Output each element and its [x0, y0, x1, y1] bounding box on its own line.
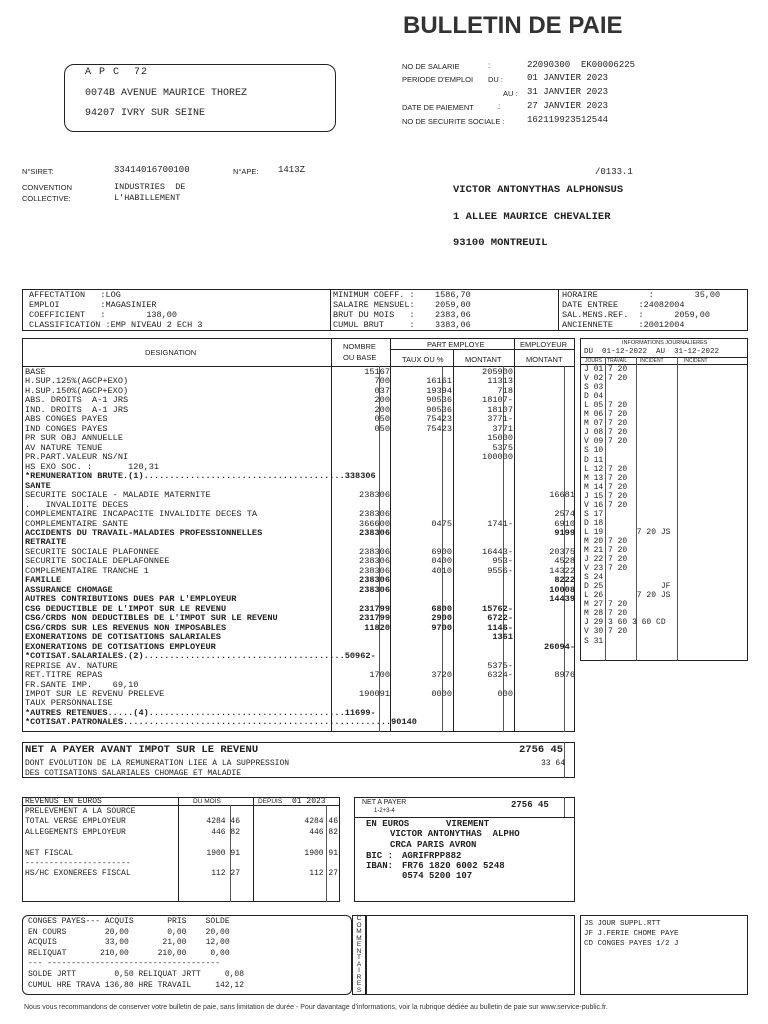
calendar-day: M 27 7 20: [584, 600, 628, 610]
row-designation: COMPLEMENTAIRE INCAPACITE INVALIDITE DECES TA: [25, 509, 258, 520]
commentaires-label: C O M M E N T A I R E S: [356, 915, 362, 994]
net-note-1: DONT EVOLUTION DE LA REMUNERATION LIEE A LA SUPPRESSION: [25, 759, 290, 768]
employee-address: 1 ALLEE MAURICE CHEVALIER: [453, 211, 611, 223]
ape-label: N°APE:: [233, 167, 259, 176]
summary-du-mois-value: 112 27: [211, 869, 240, 879]
col-designation: DESIGNATION: [145, 348, 197, 357]
calendar-day: V 30 7 20: [584, 627, 628, 637]
row-montant-employeur: 8222: [554, 575, 575, 586]
calendar-day: J 01 7 20: [584, 365, 628, 374]
row-base: 238306: [359, 575, 390, 586]
row-designation: IND CONGES PAYES: [25, 423, 108, 434]
summary-label: ----------------------: [25, 859, 131, 868]
calendar-day: M 06 7 20: [584, 410, 628, 420]
iban-label: IBAN:: [366, 861, 394, 871]
info-line: CUMUL BRUT : 3383,06: [333, 320, 471, 330]
summary-du-mois-value: 4284 46: [206, 817, 240, 827]
conges-line: CUMUL HRE TRAVA 136,80 HRE TRAVAIL 142,12: [28, 980, 245, 990]
calendar-day: L 26 7 20 JS: [584, 591, 671, 601]
net-note-value: 33 64: [541, 759, 566, 768]
iban: FR76 1820 6002 5248: [402, 861, 505, 871]
row-designation: *REMUNERATION BRUTE.(1).......................................338306: [25, 471, 376, 482]
calendar-day: D 04: [584, 392, 604, 402]
row-taux: 90536: [426, 395, 452, 406]
row-montant-employeur: 14322: [549, 565, 575, 576]
calendar-day: S 03: [584, 383, 604, 393]
row-taux: 75423: [426, 414, 452, 425]
summary-header: REVENUS EN EUROS: [25, 797, 102, 806]
row-montant-employe: 1146-: [487, 622, 513, 633]
row-base: 238306: [359, 527, 390, 538]
row-taux: 6900: [431, 546, 452, 557]
row-taux: 3720: [431, 670, 452, 681]
col-montant-employe: MONTANT: [465, 355, 502, 364]
row-designation: ACCIDENTS DU TRAVAIL-MALADIES PROFESSIONNELLES: [25, 527, 263, 538]
payment-bank: CRCA PARIS AVRON: [390, 840, 477, 850]
row-designation: CSG/CRDS NON DEDUCTIBLES DE L'IMPOT SUR LE REVENU: [25, 613, 278, 624]
info-line: HORAIRE : 35,00: [562, 290, 721, 300]
row-taux: 90536: [426, 404, 452, 415]
secu-number: 162119923512544: [527, 115, 609, 125]
row-montant-employe: 5375: [492, 442, 513, 453]
ape: 1413Z: [278, 165, 306, 175]
row-designation: PR.PART.VALEUR NS/NI: [25, 452, 129, 463]
periode-au: 31 JANVIER 2023: [527, 87, 609, 97]
row-base: 238306: [359, 565, 390, 576]
calendar-day: V 02 7 20: [584, 374, 628, 384]
cal-col-jours: JOURS: [585, 358, 602, 364]
row-base: 200: [374, 395, 390, 406]
row-designation: IND. DROITS A-1 JRS: [25, 404, 129, 415]
net-note-2: DES COTISATIONS SALARIALES CHOMAGE ET MALADIE: [25, 769, 242, 778]
row-montant-employeur: 8976: [554, 670, 575, 681]
summary-label: TOTAL VERSE EMPLOYEUR: [25, 817, 126, 827]
payment-sub: 1-2+3-4: [374, 808, 395, 814]
col-ou-base: OU BASE: [343, 353, 377, 362]
row-montant-employeur: 9199: [554, 527, 575, 538]
row-designation: CSG/CRDS SUR LES REVENUS NON IMPOSABLES: [25, 622, 227, 633]
conges-line: ACQUIS 33,00 21,00 12,00: [28, 938, 230, 948]
calendar-day: L 05 7 20: [584, 401, 628, 411]
date-paiement-label: DATE DE PAIEMENT: [402, 103, 474, 112]
table-row: [0, 567, 580, 576]
calendar-day: M 20 7 20: [584, 536, 628, 546]
summary-du-mois: DU MOIS: [193, 798, 221, 805]
row-designation: *COTISAT.PATRONALES....................................................90140: [25, 717, 417, 728]
row-designation: HS EXO SOC. : 120,31: [25, 461, 160, 472]
row-base: 238306: [359, 509, 390, 520]
row-base: 238306: [359, 556, 390, 567]
row-designation: RET.TITRE REPAS: [25, 670, 103, 681]
payment-net-label: NET A PAYER: [362, 799, 407, 806]
row-base: 366600: [359, 518, 390, 529]
row-base: 11820: [364, 622, 390, 633]
col-taux: TAUX OU %: [402, 355, 444, 364]
cal-col-travail: TRAVAIL: [607, 358, 628, 364]
no-salarie-label: NO DE SALARIE: [402, 62, 460, 71]
row-montant-employeur: 16681: [549, 490, 575, 501]
row-designation: FAMILLE: [25, 575, 62, 586]
row-taux: 6800: [431, 603, 452, 614]
summary-du-mois-value: 446 82: [211, 827, 240, 837]
page-title: BULLETIN DE PAIE: [403, 12, 623, 39]
row-designation: SANTE: [25, 480, 51, 491]
employer-city: 94207 IVRY SUR SEINE: [85, 108, 206, 119]
calendar-day: V 23 7 20: [584, 564, 628, 574]
calendar-day: V 09 7 20: [584, 437, 628, 447]
row-montant-employe: 1361: [492, 632, 513, 643]
row-designation: ABS. DROITS A-1 JRS: [25, 395, 129, 406]
row-montant-employe: 15762-: [482, 603, 513, 614]
row-taux: 19394: [426, 385, 452, 396]
payment-amount: 2756 45: [511, 800, 549, 810]
row-base: 231799: [359, 603, 390, 614]
row-montant-employeur: 14439: [549, 594, 575, 605]
row-designation: COMPLEMENTAIRE TRANCHE 1: [25, 565, 149, 576]
calendar-day: S 24: [584, 573, 604, 583]
info-line: COEFFICIENT : 138,00: [29, 310, 177, 320]
info-line: BRUT DU MOIS : 2383,06: [333, 310, 471, 320]
no-salarie: 22090300 EK00006225: [527, 60, 636, 70]
row-designation: SECURITE SOCIALE - MALADIE MATERNITE: [25, 490, 211, 501]
summary-depuis: DEPUIS: [258, 798, 283, 805]
info-line: DATE ENTREE :24082004: [562, 300, 685, 310]
summary-du-mois-value: 1900 91: [206, 848, 240, 858]
row-base: 190091: [359, 688, 390, 699]
row-montant-employe: 953-: [492, 556, 513, 567]
conges-line: --- ------------------------------------: [28, 959, 221, 969]
row-designation: ABS CONGES PAYES: [25, 414, 108, 425]
calendar-title: INFORMATIONS JOURNALIERES: [622, 340, 708, 346]
row-montant-employe: 100000: [482, 452, 513, 463]
summary-depuis-value: 446 82: [309, 827, 338, 837]
row-designation: *AUTRES RETENUES.....(4)......................................11699-: [25, 707, 376, 718]
cal-col-incident-2: INCIDENT: [684, 358, 708, 364]
row-montant-employeur: 4528: [554, 556, 575, 567]
row-designation: RETRAITE: [25, 537, 67, 548]
col-part-employe: PART EMPLOYE: [427, 340, 485, 349]
table-row: [0, 472, 580, 481]
row-designation: PR SUR OBJ ANNUELLE: [25, 433, 123, 444]
row-montant-employe: 16443-: [482, 546, 513, 557]
row-designation: REPRISE AV. NATURE: [25, 660, 118, 671]
row-taux: 4010: [431, 565, 452, 576]
row-base: 050: [374, 414, 390, 425]
calendar-day: D 11: [584, 455, 604, 465]
row-montant-employe: 1741-: [487, 518, 513, 529]
calendar-day: M 28 7 20: [584, 609, 628, 619]
row-designation: ASSURANCE CHOMAGE: [25, 584, 113, 595]
info-line: SALAIRE MENSUEL: 2059,00: [333, 300, 471, 310]
conges-line: CONGES PAYES--- ACQUIS PRIS SOLDE: [28, 917, 230, 926]
row-montant-employe: 9556-: [487, 565, 513, 576]
periode-du: 01 JANVIER 2023: [527, 73, 609, 83]
calendar-day: J 08 7 20: [584, 428, 628, 438]
employee-name: VICTOR ANTONYTHAS ALPHONSUS: [453, 184, 624, 196]
row-base: 700: [374, 376, 390, 387]
info-line: EMPLOI :MAGASINIER: [29, 300, 157, 310]
row-designation: EXONERATIONS DE COTISATIONS SALARIALES: [25, 632, 221, 643]
bic: AGRIFRPP882: [402, 851, 462, 861]
calendar-day: S 10: [584, 446, 604, 456]
employee-ref: /0133.1: [595, 167, 633, 177]
row-taux: 9700: [431, 622, 452, 633]
summary-label: PRELEVEMENT A LA SOURCE: [25, 807, 136, 816]
row-montant-employe: 18107: [487, 404, 513, 415]
convention-2: L'HABILLEMENT: [114, 193, 181, 203]
row-designation: IMPOT SUR LE REVENU PRELEVE: [25, 688, 165, 699]
summary-depuis-value: 112 27: [309, 869, 338, 879]
calendar-day: J 22 7 20: [584, 555, 628, 565]
net-label: NET A PAYER AVANT IMPOT SUR LE REVENU: [25, 744, 259, 756]
summary-label: HS/HC EXONEREES FISCAL: [25, 869, 131, 879]
row-montant-employeur: 20375: [549, 546, 575, 557]
info-line: SAL.MENS.REF. : 2059,00: [562, 310, 710, 320]
row-base: 238306: [359, 490, 390, 501]
col-nombre: NOMBRE: [343, 342, 376, 351]
iban-2: 0574 5200 107: [402, 871, 473, 881]
info-line: MINIMUM COEFF. : 1586,70: [333, 290, 471, 300]
conges-line: RELIQUAT 210,00 210,00 0,00: [28, 948, 230, 958]
secu-label: NO DE SECURITE SOCIALE :: [402, 117, 505, 126]
row-base: 238306: [359, 546, 390, 557]
row-montant-employe: 3771-: [487, 414, 513, 425]
calendar-range: DU 01-12-2022 AU 31-12-2022: [584, 348, 720, 356]
row-designation: SECURITE SOCIALE DEPLAFONNEE: [25, 556, 170, 567]
employee-city: 93100 MONTREUIL: [453, 237, 548, 249]
calendar-day: D 25 JF: [584, 582, 671, 592]
row-montant-employe: 718: [497, 385, 513, 396]
row-montant-employe: 205900: [482, 367, 513, 377]
row-taux: 0475: [431, 518, 452, 529]
summary-depuis-date: 01 2023: [292, 797, 326, 806]
row-base: 15167: [364, 367, 390, 377]
siret: 33414016700100: [114, 165, 190, 175]
row-montant-employe: 11313: [487, 376, 513, 387]
row-designation: H.SUP.125%(AGCP+EXO): [25, 376, 129, 387]
calendar-day: S 17: [584, 509, 604, 519]
footer-note: Nous vous recommandons de conserver votre bulletin de paie, sans limitation de durée - Pour davantage d'informations, voir la rubrique dédiée au bulletin de paie sur www.service-public.fr.: [24, 1004, 608, 1011]
row-designation: COMPLEMENTAIRE SANTE: [25, 518, 129, 529]
date-paiement-sep: :: [498, 102, 501, 111]
calendar-day: M 14 7 20: [584, 482, 628, 492]
calendar-day: J 29 3 60 3 60 CD: [584, 618, 666, 628]
row-base: 050: [374, 423, 390, 434]
calendar-day: M 13 7 20: [584, 473, 628, 483]
table-row: [0, 671, 580, 680]
row-designation: FR.SANTE IMP. 69,10: [25, 679, 139, 690]
conges-line: EN COURS 20,00 0,00 20,00: [28, 927, 230, 937]
du-label: DU :: [488, 75, 503, 84]
legend-line: CD CONGES PAYES 1/2 J: [584, 940, 679, 948]
info-line: CLASSIFICATION :EMP NIVEAU 2 ECH 3: [29, 320, 203, 330]
summary-depuis-value: 1900 91: [304, 848, 338, 858]
row-montant-employe: 5375-: [487, 660, 513, 671]
periode-label: PERIODE D'EMPLOI: [402, 75, 474, 84]
row-designation: TAUX PERSONNALISE: [25, 698, 113, 709]
employer-name: A P C 72: [85, 67, 149, 78]
row-designation: BASE: [25, 367, 46, 377]
row-base: 238306: [359, 584, 390, 595]
info-line: AFFECTATION :LOG: [29, 290, 121, 300]
no-salarie-sep: :: [488, 61, 491, 70]
legend-line: JS JOUR SUPPL.RTT: [584, 920, 661, 928]
row-taux: 16161: [426, 376, 452, 387]
row-taux: 0400: [431, 556, 452, 567]
convention-label-2: COLLECTIVE:: [22, 194, 71, 203]
row-designation: . INVALIDITE DECES: [25, 499, 129, 510]
calendar-day: D 18: [584, 518, 604, 528]
siret-label: N°SIRET:: [22, 167, 54, 176]
row-designation: CSG DEDUCTIBLE DE L'IMPOT SUR LE REVENU: [25, 603, 227, 614]
row-taux: 75423: [426, 423, 452, 434]
au-label: AU :: [503, 89, 518, 98]
calendar-day: S 31: [584, 636, 604, 646]
row-montant-employe: 000: [497, 688, 513, 699]
row-montant-employe: 3771: [492, 423, 513, 434]
payment-method: VIREMENT: [446, 819, 490, 829]
row-base: 231799: [359, 613, 390, 624]
summary-depuis-value: 4284 46: [304, 817, 338, 827]
row-taux: 0000: [431, 688, 452, 699]
row-montant-employeur: 26094-: [544, 641, 575, 652]
row-montant-employe: 6722-: [487, 613, 513, 624]
col-employeur: EMPLOYEUR: [520, 340, 568, 349]
table-row: [0, 529, 580, 538]
row-montant-employeur: 2574: [554, 509, 575, 520]
calendar-day: L 19 7 20 JS: [584, 527, 671, 537]
row-designation: EXONERATIONS DE COTISATIONS EMPLOYEUR: [25, 641, 216, 652]
row-designation: AUTRES CONTRIBUTIONS DUES PAR L'EMPLOYEUR: [25, 594, 237, 605]
row-montant-employe: 18107-: [482, 395, 513, 406]
date-paiement: 27 JANVIER 2023: [527, 101, 609, 111]
row-montant-employe: 6324-: [487, 670, 513, 681]
row-designation: *COTISAT.SALARIALES.(2).......................................50962-: [25, 651, 376, 662]
calendar-day: M 21 7 20: [584, 546, 628, 555]
payment-name: VICTOR ANTONYTHAS ALPHO: [390, 829, 520, 839]
table-row: [0, 718, 580, 727]
row-base: 200: [374, 404, 390, 415]
calendar-day: J 15 7 20: [584, 491, 628, 501]
summary-label: ALLEGEMENTS EMPLOYEUR: [25, 827, 126, 837]
row-base: 1700: [369, 670, 390, 681]
row-designation: SECURITE SOCIALE PLAFONNEE: [25, 546, 160, 557]
calendar-day: M 07 7 20: [584, 419, 628, 429]
info-line: ANCIENNETE :20012004: [562, 320, 685, 330]
net-value: 2756 45: [519, 744, 564, 756]
conges-line: SOLDE JRTT 0,50 RELIQUAT JRTT 0,08: [28, 970, 245, 979]
row-montant-employeur: 6910: [554, 518, 575, 529]
row-montant-employe: 15000: [487, 433, 513, 444]
convention-label: CONVENTION: [22, 183, 73, 192]
col-montant-employeur: MONTANT: [526, 355, 563, 364]
payment-euros: EN EUROS: [366, 819, 410, 829]
cal-col-incident: INCIDENT: [640, 358, 664, 364]
employer-address: 0074B AVENUE MAURICE THOREZ: [85, 88, 248, 99]
row-taux: 2900: [431, 613, 452, 624]
row-base: 037: [374, 385, 390, 396]
comment-area: [366, 915, 575, 995]
payslip-lines: [0, 368, 580, 732]
calendar-day: L 12 7 20: [584, 464, 628, 474]
summary-label: NET FISCAL: [25, 848, 74, 858]
bic-label: BIC :: [366, 851, 394, 861]
row-designation: H.SUP.150%(AGCP+EXO): [25, 385, 129, 396]
legend-line: JF J.FERIE CHOME PAYE: [584, 930, 679, 938]
convention-1: INDUSTRIES DE: [114, 182, 186, 192]
calendar-day: V 16 7 20: [584, 500, 628, 510]
row-designation: AV NATURE TENUE: [25, 442, 103, 453]
row-montant-employeur: 10008: [549, 584, 575, 595]
